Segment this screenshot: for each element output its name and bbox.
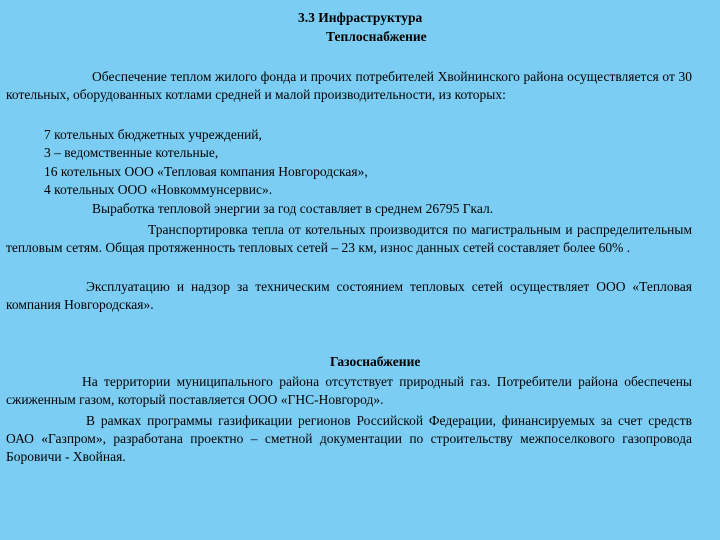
- gas-section-title: Газоснабжение: [330, 354, 421, 369]
- heat-production-text: Выработка тепловой энергии за год составляет в среднем 26795 Гкал.: [92, 201, 494, 216]
- heat-operation-paragraph: Эксплуатацию и надзор за техническим состоянием тепловых сетей осуществляет ООО «Тепловая компания Новгородская».: [6, 279, 692, 313]
- heat-list-item: 7 котельных бюджетных учреждений,: [44, 127, 262, 142]
- section-title: 3.3 Инфраструктура: [298, 10, 423, 25]
- gas-paragraph-2: В рамках программы газификации регионов Российской Федерации, финансируемых за счет средств ОАО «Газпром», разработана проектно – сметной документации по строительству межпоселкового газопровода Боровичи - Хвойная.: [6, 413, 692, 465]
- section-subtitle: Теплоснабжение: [326, 29, 427, 44]
- heat-list-item: 16 котельных ООО «Тепловая компания Новгородская»,: [44, 164, 368, 179]
- gas-paragraph-1: На территории муниципального района отсутствует природный газ. Потребители района обеспечены сжиженным газом, который поставляется ООО «ГНС-Новгород».: [6, 374, 692, 408]
- heat-transport-paragraph: Транспортировка тепла от котельных производится по магистральным и распределительным тепловым сетям. Общая протяженность тепловых сетей – 23 км, износ данных сетей составляет более 60% .: [6, 222, 692, 256]
- heat-list-item: 3 – ведомственные котельные,: [44, 145, 219, 160]
- heat-intro-paragraph: Обеспечение теплом жилого фонда и прочих потребителей Хвойнинского района осуществляется от 30 котельных, оборудованных котлами средней и малой производительности, из которых:: [6, 69, 692, 103]
- heat-list-item: 4 котельных ООО «Новкоммунсервис».: [44, 182, 273, 197]
